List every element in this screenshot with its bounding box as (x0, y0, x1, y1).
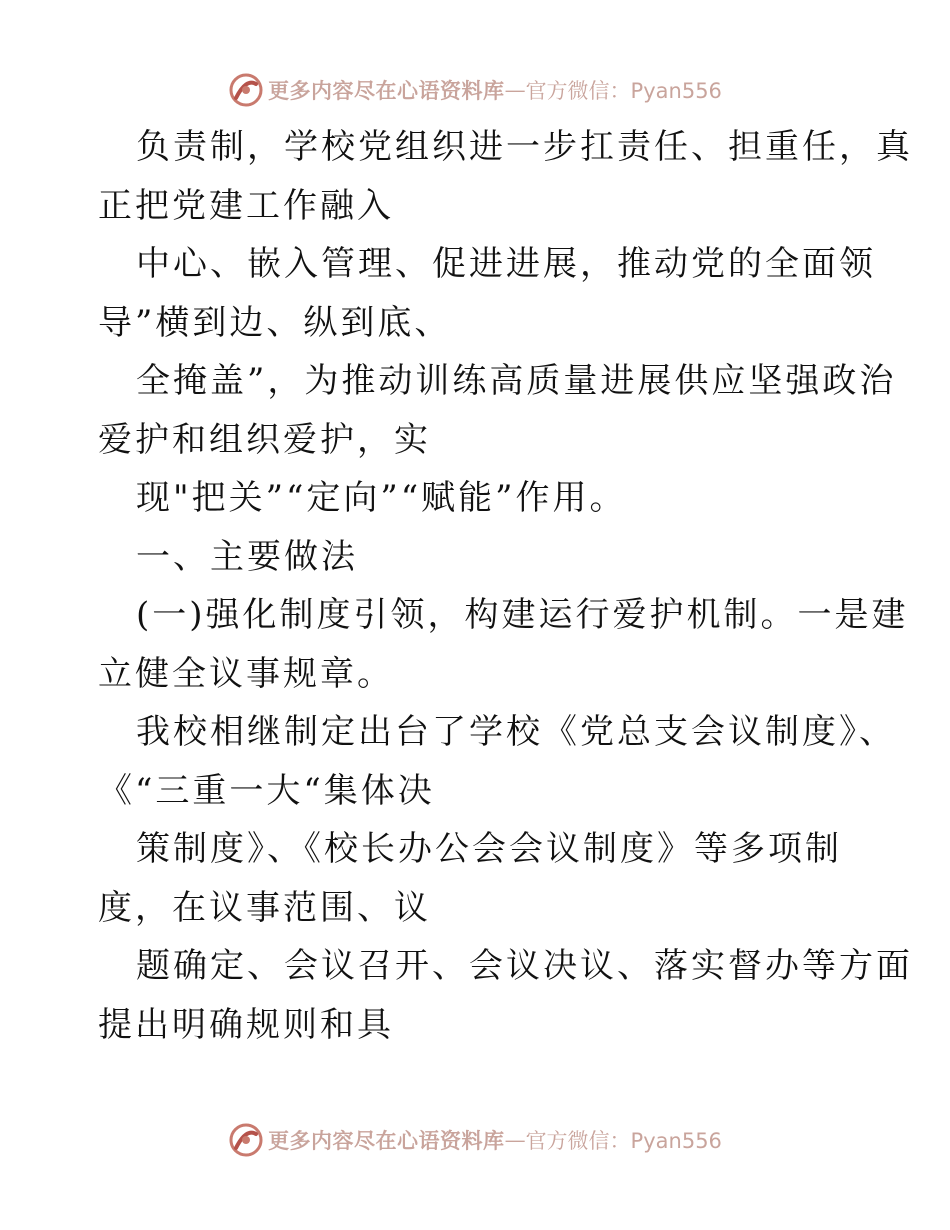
banner-separator: — (504, 1128, 526, 1152)
banner-separator: — (504, 78, 526, 102)
ribbon-seal-icon (228, 72, 264, 108)
banner-wechat-text: 官方微信：Pyan556 (525, 79, 722, 103)
banner-site-text: 更多内容尽在心语资料库 (268, 78, 505, 103)
body-line: 中心、嵌入管理、促进进展，推动党的全面领 (136, 244, 876, 284)
body-line: 正把党建工作融入 (98, 185, 394, 226)
body-line: 度，在议事范围、议 (98, 887, 431, 928)
banner-wechat-text: 官方微信：Pyan556 (525, 1129, 722, 1153)
document-body (98, 118, 913, 1054)
banner-site-text: 更多内容尽在心语资料库 (268, 1128, 505, 1153)
body-line: 全掩盖”，为推动训练高质量进展供应坚强政治 (136, 361, 897, 401)
header-watermark-banner (0, 70, 950, 110)
body-line: 提出明确规则和具 (98, 1004, 394, 1045)
body-line: 爱护和组织爱护，实 (98, 419, 431, 460)
body-line: (一)强化制度引领，构建运行爱护机制。一是建 (136, 595, 909, 635)
body-line: 《“三重一大“集体决 (98, 770, 435, 811)
ribbon-seal-icon (228, 1122, 264, 1158)
body-line: 导”横到边、纵到底、 (98, 302, 452, 343)
section-heading: 一、主要做法 (136, 536, 358, 577)
body-line: 负责制，学校党组织进一步扛责任、担重任，真 (136, 127, 913, 167)
body-line: 题确定、会议召开、会议决议、落实督办等方面 (136, 946, 913, 986)
body-line: 我校相继制定出台了学校《党总支会议制度》、 (136, 712, 896, 752)
body-line: 立健全议事规章。 (98, 653, 394, 694)
body-line: 策制度》、《校长办公会会议制度》等多项制 (136, 829, 842, 869)
body-line: 现"把关”“定向”“赋能”作用。 (136, 478, 627, 518)
footer-watermark-banner (0, 1120, 950, 1160)
